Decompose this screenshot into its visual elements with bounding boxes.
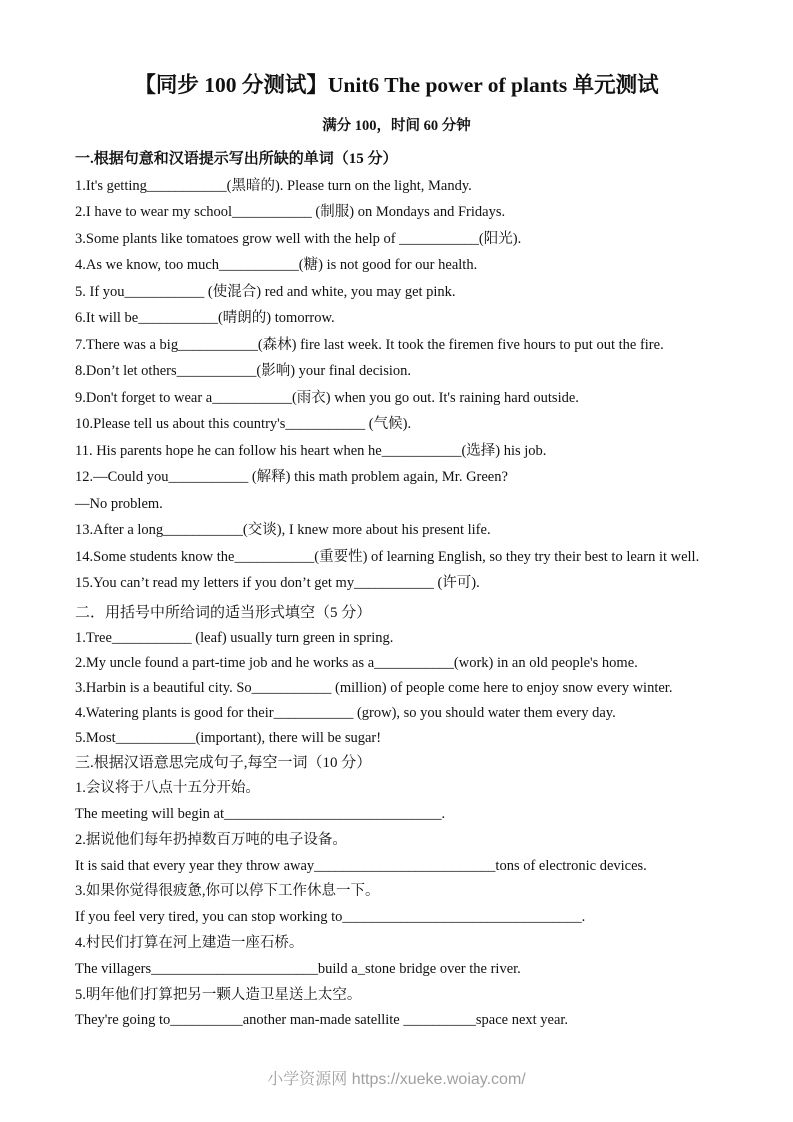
section-1-heading: 一.根据句意和汉语提示写出所缺的单词（15 分） — [75, 151, 398, 167]
text-line: 10.Please tell us about this country's___________ (气候). — [75, 416, 412, 432]
text-line: 12.—Could you___________ (解释) this math problem again, Mr. Green? — [75, 469, 508, 485]
text-line: The meeting will begin at______________________________. — [75, 806, 446, 823]
text-line: 8.Don’t let others___________(影响) your final decision. — [75, 363, 411, 379]
text-line: 1.Tree___________ (leaf) usually turn green in spring. — [75, 629, 394, 646]
section-2 — [75, 601, 718, 751]
text-line: 4.村民们打算在河上建造一座石桥。 — [75, 935, 304, 952]
text-line: If you feel very tired, you can stop working to_________________________________. — [75, 909, 586, 926]
text-line: 11. His parents hope he can follow his heart when he___________(选择) his job. — [75, 442, 547, 459]
text-line: 4.Watering plants is good for their___________ (grow), so you should water them every day. — [75, 704, 616, 721]
text-line: 5. If you___________ (使混合) red and white, you may get pink. — [75, 283, 456, 300]
text-line: 2.My uncle found a part-time job and he works as a___________(work) in an old people's home. — [75, 654, 638, 671]
footer-watermark: 小学资源网 https://xueke.woiay.com/ — [267, 1071, 526, 1088]
section-2-heading: 二．用括号中所给词的适当形式填空（5 分） — [75, 604, 372, 621]
text-line: 5.明年他们打算把另一颗人造卫星送上太空。 — [75, 986, 362, 1003]
text-line: 3.Some plants like tomatoes grow well with the help of ___________(阳光). — [75, 230, 522, 247]
text-line: 4.As we know, too much___________(糖) is not good for our health. — [75, 257, 478, 273]
text-line: 5.Most___________(important), there will be sugar! — [75, 729, 382, 746]
text-line: —No problem. — [75, 495, 163, 512]
text-line: 2.I have to wear my school___________ (制服) on Mondays and Fridays. — [75, 204, 506, 220]
text-line: 13.After a long___________(交谈), I knew more about his present life. — [75, 522, 491, 538]
text-line: 2.据说他们每年扔掉数百万吨的电子设备。 — [75, 831, 347, 848]
text-line: They're going to__________another man-made satellite __________space next year. — [75, 1012, 569, 1029]
text-line: 1.It's getting___________(黑暗的). Please turn on the light, Mandy. — [75, 177, 472, 194]
section-3-heading: 三.根据汉语意思完成句子,每空一词（10 分） — [75, 754, 372, 771]
text-line: It is said that every year they throw away_________________________tons of electronic devices. — [75, 857, 647, 874]
text-line: 6.It will be___________(晴朗的) tomorrow. — [75, 310, 335, 326]
text-line: 7.There was a big___________(森林) fire last week. It took the firemen five hours to put out the fire. — [75, 336, 664, 353]
page-subtitle: 满分 100，时间 60 分钟 — [322, 118, 471, 134]
text-line: 15.You can’t read my letters if you don’t get my___________ (许可). — [75, 575, 480, 591]
text-line: 14.Some students know the___________(重要性) of learning English, so they try their best to learn it well. — [75, 548, 700, 565]
text-line: 3.如果你觉得很疲惫,你可以停下工作休息一下。 — [75, 883, 380, 900]
page-title: 【同步 100 分测试】Unit6 The power of plants 单元测试 — [134, 73, 659, 97]
text-line: The villagers_______________________build a_stone bridge over the river. — [75, 960, 521, 977]
section-3 — [75, 751, 718, 1035]
text-line: 9.Don't forget to wear a___________(雨衣) when you go out. It's raining hard outside. — [75, 389, 579, 406]
text-line: 3.Harbin is a beautiful city. So___________ (million) of people come here to enjoy snow every winter. — [75, 679, 673, 696]
text-line: 1.会议将于八点十五分开始。 — [75, 780, 260, 797]
section-1 — [75, 146, 718, 597]
